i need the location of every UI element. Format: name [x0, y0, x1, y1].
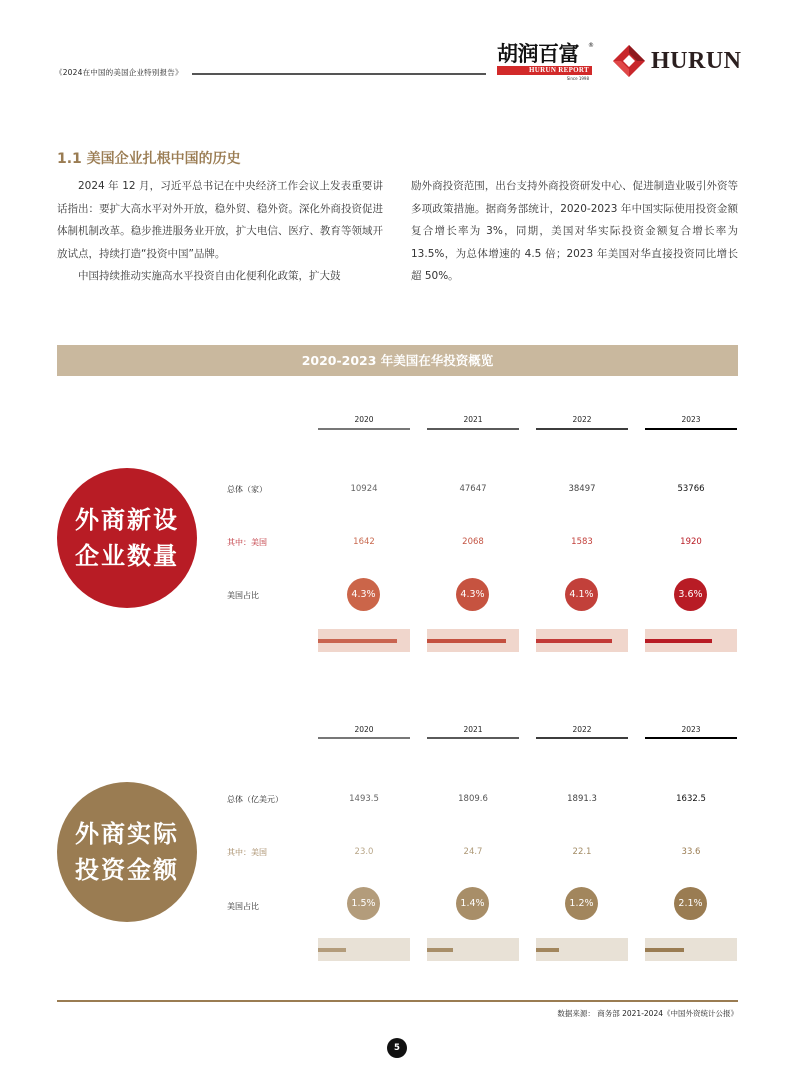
share-bar-fill	[318, 948, 346, 952]
share-bar	[536, 938, 628, 961]
share-circle: 4.1%	[565, 578, 598, 611]
share-bar-fill	[645, 639, 712, 643]
year-header: 2023	[681, 415, 701, 424]
us-value: 2068	[462, 537, 484, 547]
body-text-right	[411, 175, 738, 288]
share-bar-fill	[427, 639, 506, 643]
category-circle-actual-investment	[57, 782, 197, 922]
total-value: 1632.5	[676, 794, 706, 804]
share-bar	[645, 629, 737, 652]
share-circle: 2.1%	[674, 887, 707, 920]
us-value: 23.0	[354, 847, 374, 857]
total-value: 47647	[459, 484, 487, 494]
share-circle: 3.6%	[674, 578, 707, 611]
row-label-us: 其中：美国	[227, 538, 267, 547]
us-value: 33.6	[681, 847, 701, 857]
category-circle-new-enterprises	[57, 468, 197, 608]
footer-divider	[57, 1000, 738, 1002]
circle-line: 企业数量	[75, 542, 179, 570]
share-bar	[427, 629, 519, 652]
share-bar-fill	[427, 948, 453, 952]
year-header: 2020	[354, 415, 374, 424]
share-circle: 4.3%	[347, 578, 380, 611]
share-bar	[318, 938, 410, 961]
share-circle: 1.4%	[456, 887, 489, 920]
year-header: 2023	[681, 725, 701, 734]
share-bar-fill	[645, 948, 684, 952]
row-label-share: 美国占比	[227, 591, 259, 600]
year-underline	[318, 428, 410, 430]
year-header: 2020	[354, 725, 374, 734]
hurun-diamond-icon	[612, 44, 646, 78]
logo-cn-text: 胡润百富	[497, 42, 579, 66]
year-underline	[318, 737, 410, 739]
year-header: 2021	[463, 725, 483, 734]
year-underline	[645, 428, 737, 430]
year-header: 2022	[572, 415, 592, 424]
share-bar	[318, 629, 410, 652]
header-divider	[192, 73, 486, 75]
row-label-us: 其中：美国	[227, 848, 267, 857]
share-bar	[427, 938, 519, 961]
hurun-wordmark: HURUN	[651, 47, 742, 74]
hurun-logo	[612, 44, 742, 78]
year-header: 2022	[572, 725, 592, 734]
report-title: 《2024在中国的美国企业特别报告》	[55, 68, 183, 77]
total-value: 53766	[677, 484, 705, 494]
body-text-left	[57, 175, 383, 288]
paragraph: 2024 年 12 月，习近平总书记在中央经济工作会议上发表重要讲话指出：要扩大高水平对外开放，稳外贸、稳外资。深化外商投资促进体制机制改革。稳步推进服务业开放，扩大电信、医疗、教育等领域开放试点，持续打造“投资中国”品牌。	[57, 180, 383, 260]
row-label-total: 总体（家）	[227, 485, 267, 494]
hurun-report-logo	[497, 42, 592, 81]
us-value: 1642	[353, 537, 375, 547]
total-value: 1891.3	[567, 794, 597, 804]
year-underline	[427, 737, 519, 739]
overview-banner: 2020-2023 年美国在华投资概览	[57, 345, 738, 376]
circle-line: 外商新设	[75, 506, 179, 534]
logo-red-bar: HURUN REPORT	[497, 66, 592, 75]
registered-mark: ®	[588, 42, 594, 49]
year-underline	[536, 428, 628, 430]
share-circle: 1.2%	[565, 887, 598, 920]
share-bar	[645, 938, 737, 961]
year-header: 2021	[463, 415, 483, 424]
share-circle: 1.5%	[347, 887, 380, 920]
share-bar-fill	[536, 639, 612, 643]
year-underline	[536, 737, 628, 739]
logo-since: Since 1998	[566, 76, 589, 81]
page-number: 5	[387, 1038, 407, 1058]
total-value: 38497	[568, 484, 596, 494]
circle-line: 投资金额	[75, 856, 179, 884]
share-circle: 4.3%	[456, 578, 489, 611]
row-label-share: 美国占比	[227, 902, 259, 911]
row-label-total: 总体（亿美元）	[227, 795, 283, 804]
total-value: 10924	[350, 484, 378, 494]
share-bar-fill	[318, 639, 397, 643]
total-value: 1809.6	[458, 794, 488, 804]
us-value: 1583	[571, 537, 593, 547]
us-value: 24.7	[463, 847, 483, 857]
section-title: 1.1 美国企业扎根中国的历史	[57, 151, 241, 167]
share-bar	[536, 629, 628, 652]
total-value: 1493.5	[349, 794, 379, 804]
paragraph: 励外商投资范围，出台支持外商投资研发中心、促进制造业吸引外资等多项政策措施。据商务部统计，2020-2023 年中国实际使用投资金额复合增长率为 3%，同期，美国对华实际投资金额复合增长率为 13.5%，为总体增速的 4.5 倍；2023 年美国对华直接投资同比增长超 50%。	[411, 180, 738, 282]
share-bar-fill	[536, 948, 559, 952]
us-value: 1920	[680, 537, 702, 547]
us-value: 22.1	[572, 847, 592, 857]
circle-line: 外商实际	[75, 820, 179, 848]
year-underline	[645, 737, 737, 739]
year-underline	[427, 428, 519, 430]
data-source: 数据来源： 商务部 2021-2024《中国外资统计公报》	[557, 1009, 738, 1018]
paragraph: 中国持续推动实施高水平投资自由化便利化政策，扩大鼓	[78, 270, 341, 282]
